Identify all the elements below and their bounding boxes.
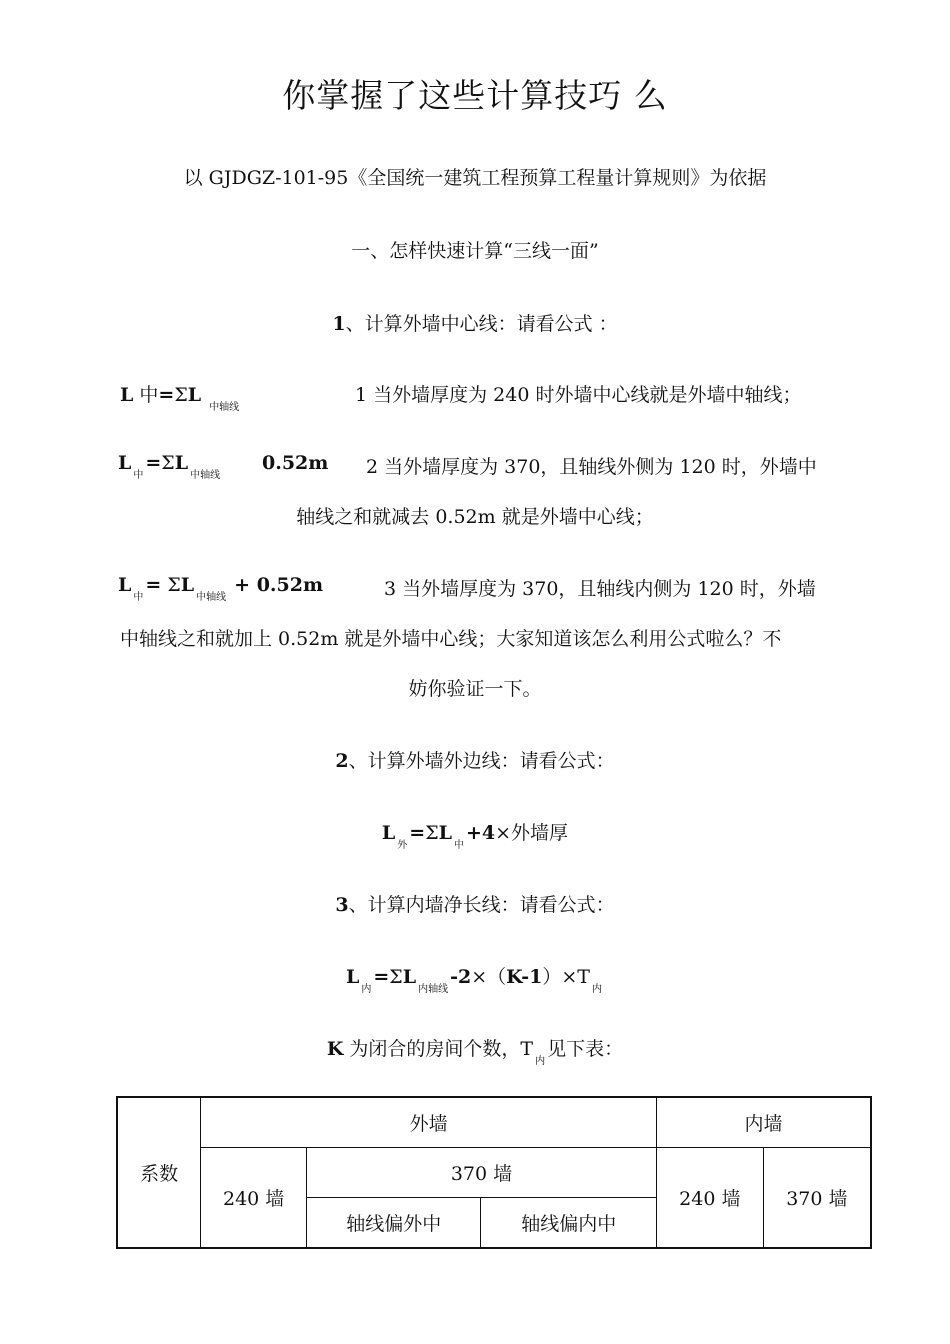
formula-2-eq: = <box>145 452 162 474</box>
formula-5-mid: ×（ <box>471 966 507 988</box>
formula-5-sub3: 内 <box>591 984 602 995</box>
formula-4 <box>0 818 950 851</box>
formula-4-sub1: 外 <box>397 840 408 851</box>
formula-2-desc-1: 2 当外墙厚度为 370，且轴线外侧为 120 时，外墙中 <box>366 456 817 478</box>
k-note-text: 为闭合的房间个数，T <box>343 1038 534 1060</box>
formula-1-eq: = <box>158 384 175 406</box>
formula-3-sigma: Σ <box>167 574 181 596</box>
formula-1-desc: 1 当外墙厚度为 240 时外墙中心线就是外墙中轴线； <box>355 384 802 406</box>
basis-line: 以 GJDGZ-101-95《全国统一建筑工程预算工程量计算规则》为依据 <box>183 167 767 189</box>
formula-4-rest: ×外墙厚 <box>495 822 569 844</box>
formula-5 <box>0 962 950 995</box>
formula-5-L2: L <box>402 966 417 988</box>
formula-1-L2: L <box>187 384 202 406</box>
formula-1-mid: 中 <box>139 384 159 406</box>
item-3-number: 3 <box>335 894 349 916</box>
formula-3-L: L <box>118 574 132 596</box>
item-1-text: 、计算外墙中心线：请看公式 ： <box>345 313 618 335</box>
item-2-heading <box>0 746 950 773</box>
formula-5-L: L <box>346 966 360 988</box>
page-title: 你掌握了这些计算技巧 么 <box>282 76 668 115</box>
cell-inner-370: 370 墙 <box>763 1148 871 1249</box>
formula-5-sub1: 内 <box>361 984 372 995</box>
item-3-heading <box>0 890 950 917</box>
formula-5-sub2: 内轴线 <box>418 984 449 995</box>
k-note-k: K <box>326 1038 344 1060</box>
item-1-heading <box>0 309 950 336</box>
item-2-number: 2 <box>335 750 349 772</box>
formula-3-desc-3: 妨你验证一下。 <box>408 678 542 700</box>
formula-3-desc-2: 中轴线之和就加上 0.52m 就是外墙中心线；大家知道该怎么利用公式啦么？不 <box>120 628 782 650</box>
formula-3-value: + 0.52m <box>234 574 324 596</box>
formula-4-sigma: Σ <box>425 822 439 844</box>
k-note <box>0 1034 950 1067</box>
formula-3-L2: L <box>180 574 195 596</box>
k-note-sub: 内 <box>535 1056 546 1067</box>
formula-2 <box>118 452 222 481</box>
item-3-text: 、计算内墙净长线：请看公式： <box>348 894 615 916</box>
cell-axis-inner: 轴线偏内中 <box>481 1198 656 1249</box>
formula-2-sub2: 中轴线 <box>190 470 221 481</box>
cell-outer-240: 240 墙 <box>201 1148 307 1249</box>
item-1-number: 1 <box>332 313 346 335</box>
formula-4-L2: L <box>438 822 452 844</box>
cell-coef: 系数 <box>117 1097 201 1248</box>
formula-5-minus: -2 <box>450 966 472 988</box>
formula-2-sub1: 中 <box>133 470 144 481</box>
formula-2-sigma: Σ <box>161 452 175 474</box>
formula-2-L2: L <box>174 452 189 474</box>
formula-1-L: L <box>120 384 134 406</box>
formula-5-k: K-1 <box>506 966 543 988</box>
item-2-text: 、计算外墙外边线：请看公式： <box>348 750 615 772</box>
cell-inner-wall: 内墙 <box>656 1097 871 1148</box>
formula-2-desc-2: 轴线之和就减去 0.52m 就是外墙中心线； <box>296 506 654 528</box>
formula-3-desc-1: 3 当外墙厚度为 370，且轴线内侧为 120 时，外墙 <box>384 578 816 600</box>
formula-1-sigma: Σ <box>174 384 188 406</box>
formula-5-eq: = <box>373 966 390 988</box>
formula-1 <box>120 380 241 413</box>
formula-5-close: ）×T <box>542 966 590 988</box>
k-note-tail: 见下表： <box>547 1038 624 1060</box>
formula-2-L: L <box>118 452 132 474</box>
cell-outer-wall: 外墙 <box>201 1097 657 1148</box>
section-heading: 一、怎样快速计算“三线一面” <box>351 240 599 262</box>
formula-3-eq: = <box>145 574 162 596</box>
formula-4-tail: +4 <box>466 822 496 844</box>
cell-outer-370: 370 墙 <box>307 1148 657 1198</box>
formula-3 <box>118 574 324 603</box>
formula-1-sub: 中轴线 <box>209 402 240 413</box>
formula-3-sub2: 中轴线 <box>196 592 227 603</box>
cell-axis-outer: 轴线偏外中 <box>307 1198 481 1249</box>
formula-4-eq: = <box>409 822 426 844</box>
formula-2-value: 0.52m <box>262 452 329 474</box>
formula-4-sub2: 中 <box>454 840 464 851</box>
formula-5-sigma: Σ <box>389 966 403 988</box>
formula-3-sub1: 中 <box>133 592 144 603</box>
formula-4-L: L <box>381 822 396 844</box>
coefficient-table <box>116 1096 872 1249</box>
cell-inner-240: 240 墙 <box>656 1148 763 1249</box>
